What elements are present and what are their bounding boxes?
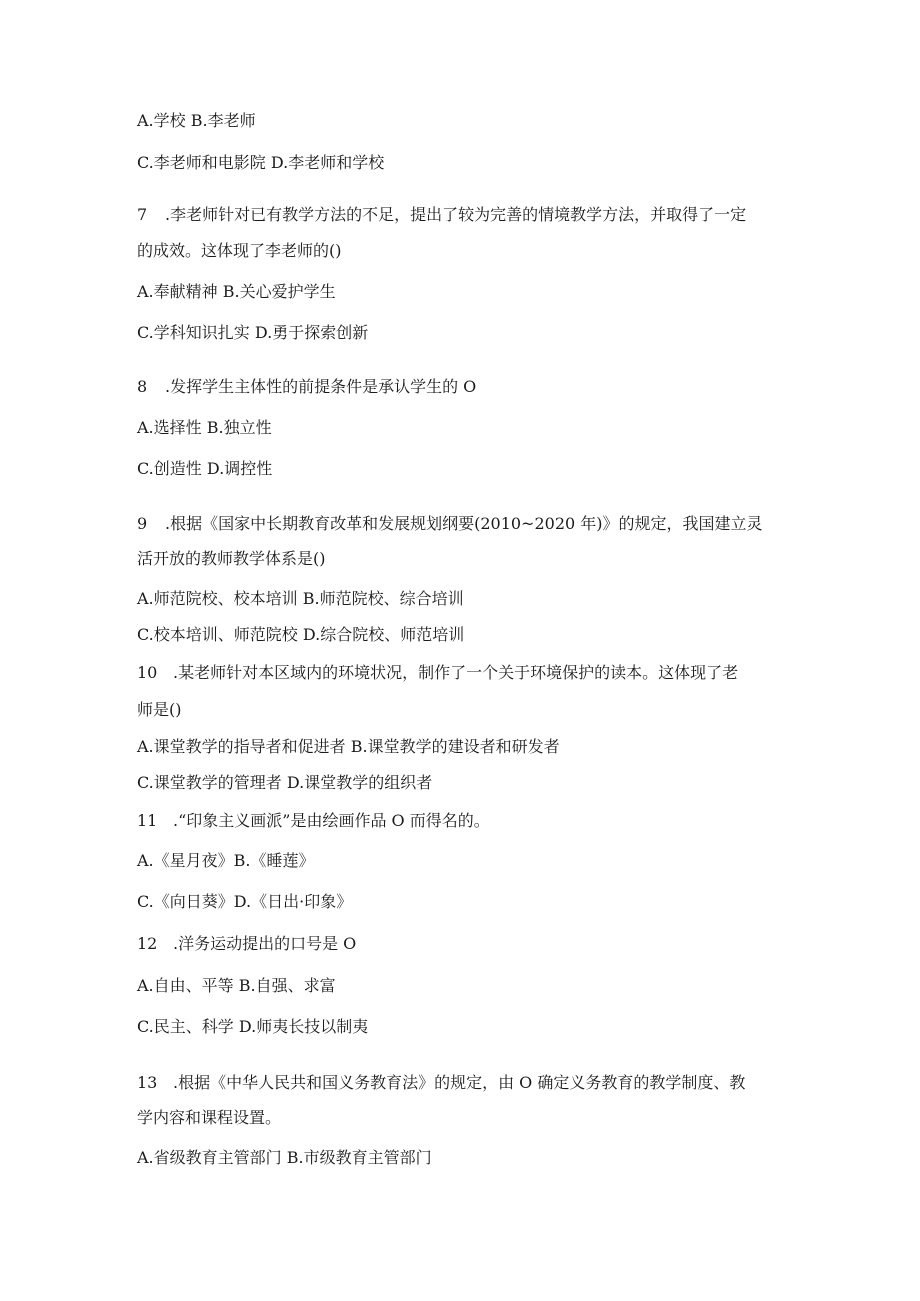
q10-number: 10 bbox=[137, 663, 158, 682]
q11-options-cd: C.《向日葵》D.《日出·印象》 bbox=[137, 892, 353, 911]
q11-number: 11 bbox=[137, 811, 158, 830]
q7-stem-line2: 的成效。这体现了李老师的() bbox=[137, 241, 342, 260]
q7-text-line1: .李老师针对已有教学方法的不足，提出了较为完善的情境教学方法，并取得了一定 bbox=[165, 205, 747, 224]
q13-text-line1: .根据《中华人民共和国义务教育法》的规定，由 O 确定义务教育的教学制度、教 bbox=[173, 1073, 746, 1092]
q12-number: 12 bbox=[137, 934, 158, 953]
q12-text-line1: .洋务运动提出的口号是 O bbox=[173, 934, 357, 953]
q7-options-ab: A.奉献精神 B.关心爱护学生 bbox=[137, 282, 336, 301]
q9-number: 9 bbox=[137, 514, 148, 533]
q9-text-line1: .根据《国家中长期教育改革和发展规划纲要(2010~2020 年)》的规定，我国建立灵 bbox=[165, 514, 763, 533]
q13-stem-line1 bbox=[137, 1073, 745, 1093]
q12-stem-line1 bbox=[137, 934, 356, 954]
q8-options-cd: C.创造性 D.调控性 bbox=[137, 459, 273, 478]
q8-options-ab: A.选择性 B.独立性 bbox=[137, 418, 272, 437]
q8-text-line1: .发挥学生主体性的前提条件是承认学生的 O bbox=[165, 377, 477, 396]
q9-options-ab: A.师范院校、校本培训 B.师范院校、综合培训 bbox=[137, 589, 464, 608]
q10-stem-line1 bbox=[137, 663, 738, 683]
q11-text-line1: .“印象主义画派”是由绘画作品 O 而得名的。 bbox=[173, 811, 490, 830]
q6-options-ab: A.学校 B.李老师 bbox=[137, 111, 256, 130]
q10-options-ab: A.课堂教学的指导者和促进者 B.课堂教学的建设者和研发者 bbox=[137, 737, 560, 756]
q7-number: 7 bbox=[137, 205, 148, 224]
q9-options-cd: C.校本培训、师范院校 D.综合院校、师范培训 bbox=[137, 625, 465, 644]
q7-stem-line1 bbox=[137, 205, 746, 225]
q7-options-cd: C.学科知识扎实 D.勇于探索创新 bbox=[137, 323, 369, 342]
q13-number: 13 bbox=[137, 1073, 158, 1092]
q11-options-ab: A.《星月夜》B.《睡莲》 bbox=[137, 851, 315, 870]
q11-stem-line1 bbox=[137, 811, 490, 831]
q9-stem-line2: 活开放的教师教学体系是() bbox=[137, 549, 326, 568]
q12-options-cd: C.民主、科学 D.师夷长技以制夷 bbox=[137, 1017, 369, 1036]
q10-stem-line2: 师是() bbox=[137, 700, 182, 719]
q13-options-ab: A.省级教育主管部门 B.市级教育主管部门 bbox=[137, 1148, 432, 1167]
q8-number: 8 bbox=[137, 377, 148, 396]
q10-options-cd: C.课堂教学的管理者 D.课堂教学的组织者 bbox=[137, 773, 433, 792]
q6-options-cd: C.李老师和电影院 D.李老师和学校 bbox=[137, 153, 385, 172]
q12-options-ab: A.自由、平等 B.自强、求富 bbox=[137, 976, 336, 995]
q10-text-line1: .某老师针对本区域内的环境状况，制作了一个关于环境保护的读本。这体现了老 bbox=[173, 663, 739, 682]
q8-stem-line1 bbox=[137, 377, 476, 397]
q9-stem-line1 bbox=[137, 514, 763, 534]
q13-stem-line2: 学内容和课程设置。 bbox=[137, 1108, 282, 1127]
